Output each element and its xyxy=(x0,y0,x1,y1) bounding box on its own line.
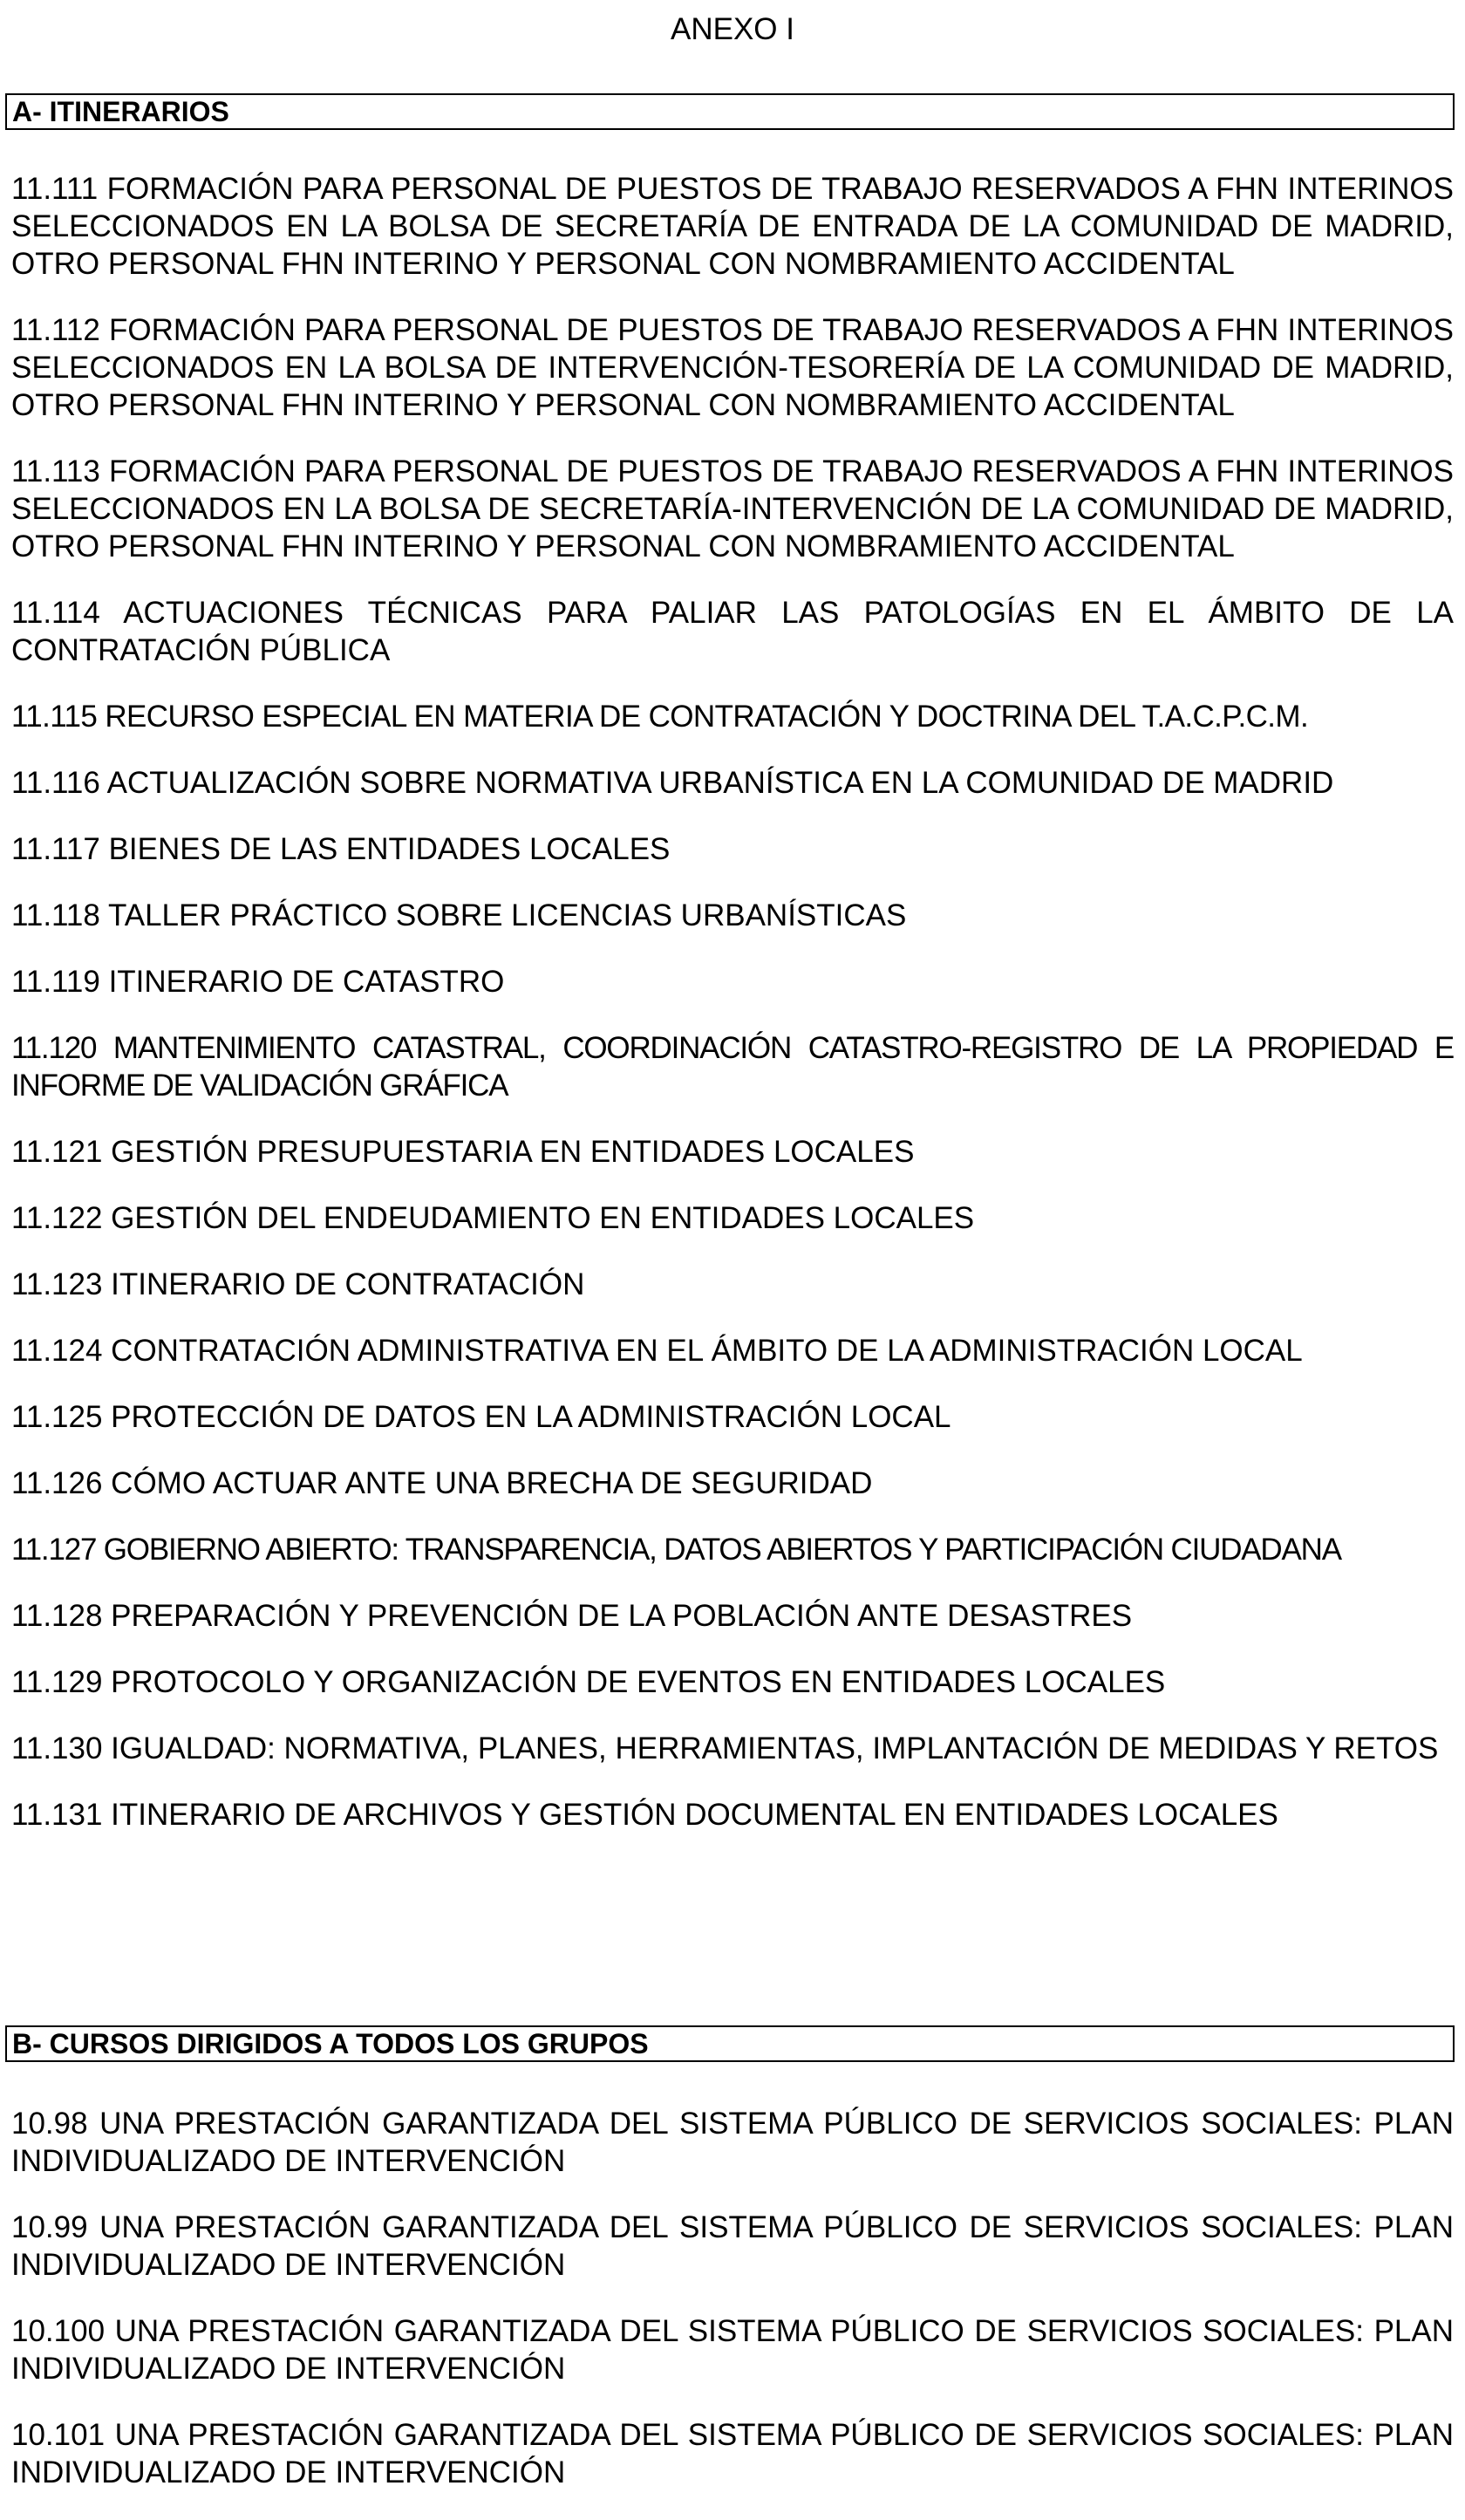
course-item: 11.121 GESTIÓN PRESUPUESTARIA EN ENTIDADES LOCALES xyxy=(11,1135,915,1169)
course-item: 11.113 FORMACIÓN PARA PERSONAL DE PUESTOS DE TRABAJO RESERVADOS A FHN INTERINOS SELECCIONADOS EN LA BOLSA DE SECRETARÍA-INTERVENCIÓN DE LA COMUNIDAD DE MADRID, OTRO PERSONAL FHN INTERINO Y PERSONAL CON NOMBRAMIENTO ACCIDENTAL xyxy=(11,454,1454,563)
course-item: 11.115 RECURSO ESPECIAL EN MATERIA DE CONTRATACIÓN Y DOCTRINA DEL T.A.C.P.C.M. xyxy=(11,700,1309,734)
course-item: 11.127 GOBIERNO ABIERTO: TRANSPARENCIA, DATOS ABIERTOS Y PARTICIPACIÓN CIUDADANA xyxy=(11,1533,1341,1567)
course-item: 11.131 ITINERARIO DE ARCHIVOS Y GESTIÓN DOCUMENTAL EN ENTIDADES LOCALES xyxy=(11,1798,1278,1832)
course-item: 11.120 MANTENIMIENTO CATASTRAL, COORDINACIÓN CATASTRO-REGISTRO DE LA PROPIEDAD E INFORME DE VALIDACIÓN GRÁFICA xyxy=(11,1031,1454,1103)
course-item: 11.125 PROTECCIÓN DE DATOS EN LA ADMINISTRACIÓN LOCAL xyxy=(11,1400,951,1434)
section-b-header: B- CURSOS DIRIGIDOS A TODOS LOS GRUPOS xyxy=(5,2025,1455,2062)
course-item: 11.117 BIENES DE LAS ENTIDADES LOCALES xyxy=(11,832,671,866)
course-item: 11.130 IGUALDAD: NORMATIVA, PLANES, HERRAMIENTAS, IMPLANTACIÓN DE MEDIDAS Y RETOS xyxy=(11,1731,1439,1765)
course-item: 11.112 FORMACIÓN PARA PERSONAL DE PUESTOS DE TRABAJO RESERVADOS A FHN INTERINOS SELECCIONADOS EN LA BOLSA DE INTERVENCIÓN-TESORERÍA DE LA COMUNIDAD DE MADRID, OTRO PERSONAL FHN INTERINO Y PERSONAL CON NOMBRAMIENTO ACCIDENTAL xyxy=(11,313,1454,422)
document-title: ANEXO I xyxy=(671,12,794,46)
section-a-header: A- ITINERARIOS xyxy=(5,93,1455,130)
course-item: 11.111 FORMACIÓN PARA PERSONAL DE PUESTOS DE TRABAJO RESERVADOS A FHN INTERINOS SELECCIONADOS EN LA BOLSA DE SECRETARÍA DE ENTRADA DE LA COMUNIDAD DE MADRID, OTRO PERSONAL FHN INTERINO Y PERSONAL CON NOMBRAMIENTO ACCIDENTAL xyxy=(11,172,1454,281)
course-item: 11.124 CONTRATACIÓN ADMINISTRATIVA EN EL ÁMBITO DE LA ADMINISTRACIÓN LOCAL xyxy=(11,1334,1303,1368)
course-item: 11.116 ACTUALIZACIÓN SOBRE NORMATIVA URBANÍSTICA EN LA COMUNIDAD DE MADRID xyxy=(11,766,1334,800)
course-item: 11.114 ACTUACIONES TÉCNICAS PARA PALIAR LAS PATOLOGÍAS EN EL ÁMBITO DE LA CONTRATACIÓN PÚBLICA xyxy=(11,596,1454,667)
course-item: 10.99 UNA PRESTACIÓN GARANTIZADA DEL SISTEMA PÚBLICO DE SERVICIOS SOCIALES: PLAN INDIVIDUALIZADO DE INTERVENCIÓN xyxy=(11,2210,1454,2282)
course-item: 11.118 TALLER PRÁCTICO SOBRE LICENCIAS URBANÍSTICAS xyxy=(11,898,907,932)
course-item: 11.123 ITINERARIO DE CONTRATACIÓN xyxy=(11,1267,585,1301)
course-item: 10.101 UNA PRESTACIÓN GARANTIZADA DEL SISTEMA PÚBLICO DE SERVICIOS SOCIALES: PLAN INDIVIDUALIZADO DE INTERVENCIÓN xyxy=(11,2418,1454,2489)
course-item: 11.122 GESTIÓN DEL ENDEUDAMIENTO EN ENTIDADES LOCALES xyxy=(11,1201,975,1235)
course-item: 11.119 ITINERARIO DE CATASTRO xyxy=(11,965,505,999)
section-a-list xyxy=(11,170,1454,1862)
course-item: 10.100 UNA PRESTACIÓN GARANTIZADA DEL SISTEMA PÚBLICO DE SERVICIOS SOCIALES: PLAN INDIVIDUALIZADO DE INTERVENCIÓN xyxy=(11,2314,1454,2386)
course-item: 10.98 UNA PRESTACIÓN GARANTIZADA DEL SISTEMA PÚBLICO DE SERVICIOS SOCIALES: PLAN INDIVIDUALIZADO DE INTERVENCIÓN xyxy=(11,2107,1454,2178)
course-item: 11.126 CÓMO ACTUAR ANTE UNA BRECHA DE SEGURIDAD xyxy=(11,1466,873,1500)
course-item: 11.129 PROTOCOLO Y ORGANIZACIÓN DE EVENTOS EN ENTIDADES LOCALES xyxy=(11,1665,1166,1699)
course-item: 11.128 PREPARACIÓN Y PREVENCIÓN DE LA POBLACIÓN ANTE DESASTRES xyxy=(11,1599,1133,1633)
section-b-list xyxy=(11,2105,1454,2520)
